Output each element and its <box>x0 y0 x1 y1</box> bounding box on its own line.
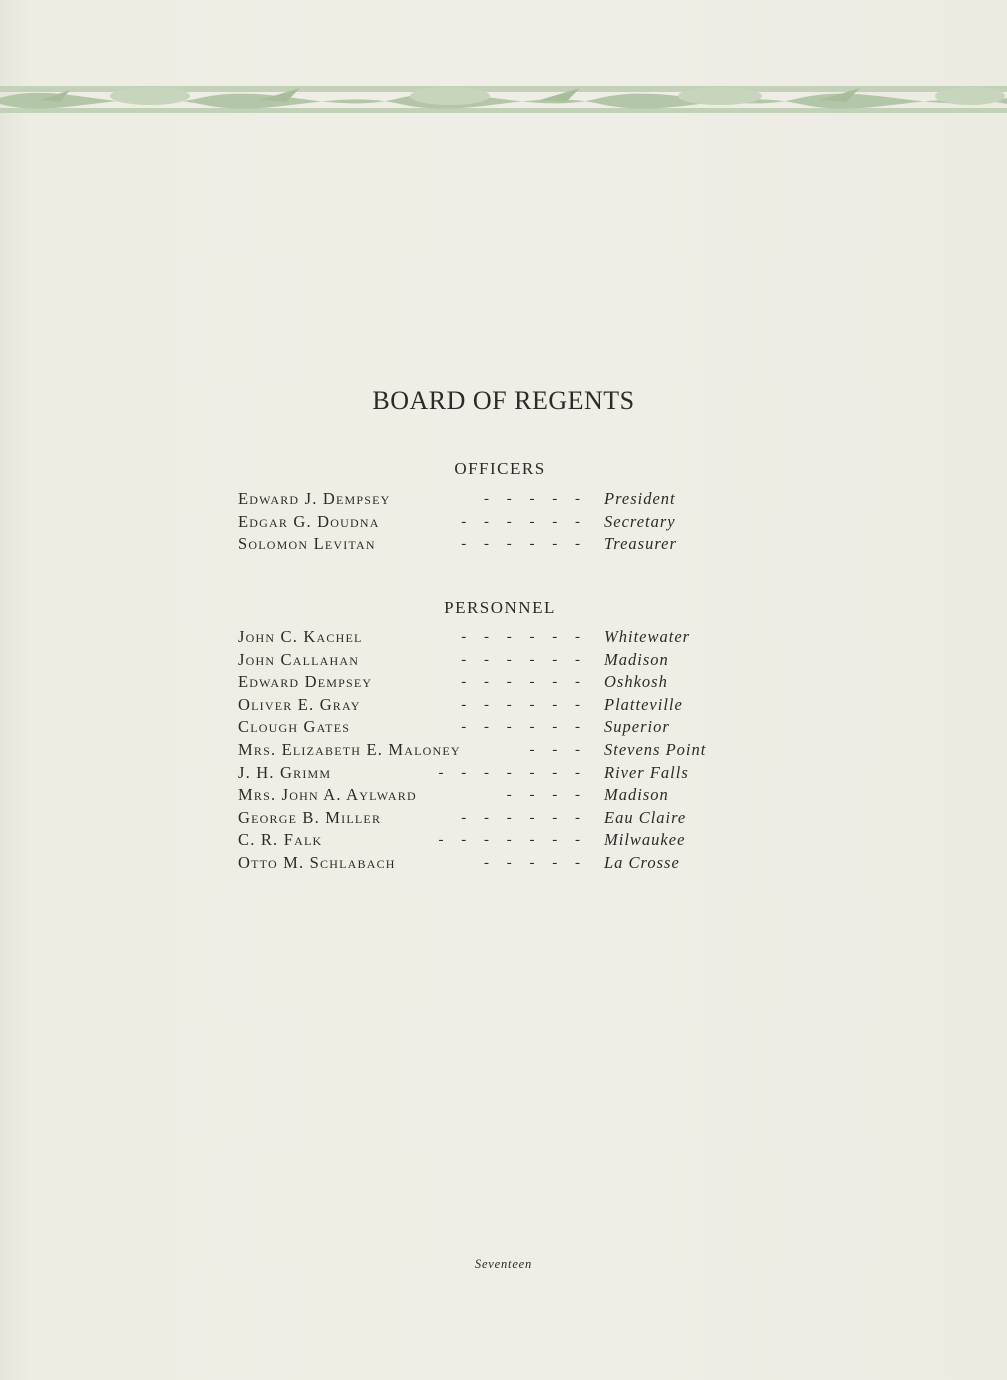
officer-name: Solomon Levitan <box>238 534 376 554</box>
leader-dashes: - - - - - <box>484 491 580 507</box>
personnel-row <box>238 762 758 785</box>
officers-list <box>238 488 758 556</box>
personnel-list <box>238 626 758 875</box>
personnel-row <box>238 649 758 672</box>
officer-role: Secretary <box>604 511 676 531</box>
regent-name: Otto M. Schlabach <box>238 852 396 872</box>
leader-dashes: - - - - - - - <box>438 832 580 849</box>
leader-dashes: - - - - - - <box>461 629 580 645</box>
officer-name: Edgar G. Doudna <box>238 511 380 531</box>
regent-name: Mrs. John A. Aylward <box>238 785 417 805</box>
leader-dashes: - - - - - - <box>461 513 580 530</box>
regent-city: La Crosse <box>604 852 680 872</box>
regent-city: Milwaukee <box>604 830 686 850</box>
leader-dashes: - - - - - - <box>461 809 580 826</box>
personnel-row <box>238 671 758 694</box>
officer-name: Edward J. Dempsey <box>238 489 391 508</box>
page-title: BOARD OF REGENTS <box>372 386 635 415</box>
personnel-row <box>238 852 758 875</box>
regent-city: Superior <box>604 717 670 737</box>
personnel-row <box>238 626 758 649</box>
leader-dashes: - - - - - - - <box>438 764 580 781</box>
personnel-row <box>238 829 758 852</box>
officer-row <box>238 533 758 556</box>
officer-row <box>238 488 758 511</box>
leader-dashes: - - - - - - <box>461 536 580 553</box>
regent-name: Mrs. Elizabeth E. Maloney <box>238 739 461 759</box>
officers-heading: OFFICERS <box>454 459 546 478</box>
page-number: Seventeen <box>474 1257 533 1271</box>
officer-role: Treasurer <box>604 534 677 554</box>
officer-role: President <box>604 489 676 508</box>
leader-dashes: - - - - - - <box>461 696 580 713</box>
regent-city: Eau Claire <box>604 807 687 827</box>
personnel-row <box>238 784 758 807</box>
leader-dashes: - - - - <box>506 787 580 804</box>
regent-city: River Falls <box>604 762 689 782</box>
regent-name: Oliver E. Gray <box>238 694 361 714</box>
regent-city: Platteville <box>604 694 683 714</box>
regent-city: Whitewater <box>604 627 691 646</box>
regent-city: Stevens Point <box>604 739 707 759</box>
regent-name: J. H. Grimm <box>238 762 332 782</box>
leader-dashes: - - - - - <box>484 854 580 871</box>
personnel-row <box>238 694 758 717</box>
leader-dashes: - - - <box>529 741 580 758</box>
personnel-row <box>238 739 758 762</box>
personnel-heading: PERSONNEL <box>444 598 556 617</box>
leader-dashes: - - - - - - <box>461 674 580 691</box>
personnel-row <box>238 807 758 830</box>
regent-city: Oshkosh <box>604 672 668 692</box>
regent-name: Clough Gates <box>238 717 351 737</box>
regent-name: John Callahan <box>238 649 360 669</box>
personnel-row <box>238 716 758 739</box>
regent-name: George B. Miller <box>238 807 382 827</box>
wheat-garland-border-icon <box>0 78 1007 120</box>
leader-dashes: - - - - - - <box>461 719 580 736</box>
regent-name: C. R. Falk <box>238 830 323 850</box>
officer-row <box>238 511 758 534</box>
leader-dashes: - - - - - - <box>461 651 580 668</box>
regent-name: John C. Kachel <box>238 627 363 646</box>
regent-city: Madison <box>604 785 669 805</box>
regent-city: Madison <box>604 649 669 669</box>
regent-name: Edward Dempsey <box>238 672 373 692</box>
